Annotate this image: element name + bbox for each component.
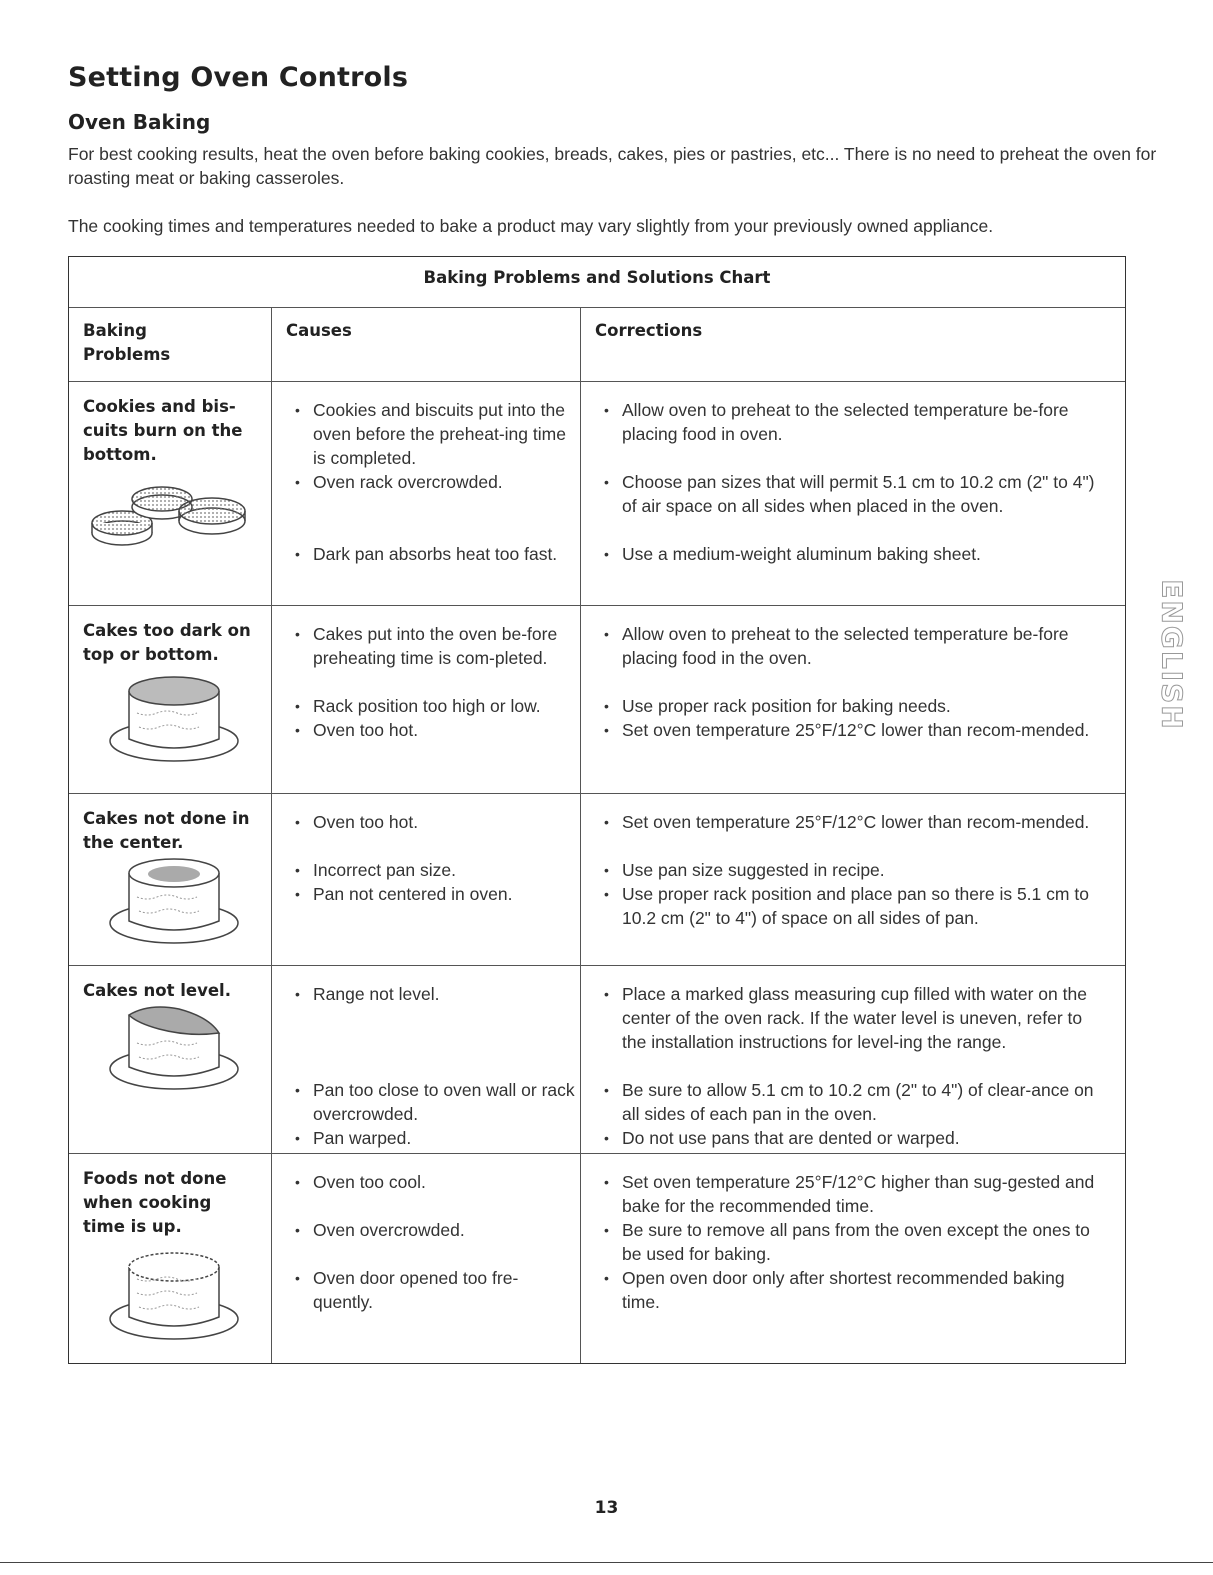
chart-divider: [69, 307, 1125, 308]
problem-label: Cookies and bis- cuits burn on the bottom.: [83, 397, 243, 464]
baking-problems-chart: [68, 256, 1126, 1364]
correction-item: • Use a medium-weight aluminum baking sheet.: [595, 542, 1095, 566]
correction-item: • Open oven door only after shortest recommended baking time.: [595, 1266, 1095, 1314]
cause-item: • Incorrect pan size.: [286, 858, 576, 882]
column-header-problems: Baking Problems: [83, 321, 171, 364]
correction-item: • Allow oven to preheat to the selected temperature be-fore placing food in the oven.: [595, 622, 1095, 670]
table-row: [69, 1153, 1125, 1363]
footer-rule: [0, 1562, 1213, 1563]
cause-item: • Oven door opened too fre-quently.: [286, 1266, 576, 1314]
language-side-tab: [1150, 579, 1194, 731]
correction-item: • Use pan size suggested in recipe.: [595, 858, 1095, 882]
section-title: Oven Baking: [68, 110, 211, 134]
correction-item: • Allow oven to preheat to the selected temperature be-fore placing food in oven.: [595, 398, 1095, 446]
cause-item: • Pan not centered in oven.: [286, 882, 576, 906]
problem-label: Cakes too dark on top or bottom.: [83, 621, 251, 664]
cause-item: • Cakes put into the oven be-fore preheating time is com-pleted.: [286, 622, 576, 670]
column-header-corrections: Corrections: [595, 321, 703, 340]
cake-dark-top-icon: [109, 673, 249, 769]
correction-item: • Do not use pans that are dented or warped.: [595, 1126, 1095, 1150]
correction-item: • Choose pan sizes that will permit 5.1 cm to 10.2 cm (2" to 4") of air space on all sides when placed in the oven.: [595, 470, 1095, 518]
intro-paragraph-preheat: For best cooking results, heat the oven before baking cookies, breads, cakes, pies or pastries, etc... There is no need to preheat the oven for roasting meat or baking casseroles.: [68, 144, 1157, 188]
problem-label: Cakes not done in the center.: [83, 809, 250, 852]
correction-item: • Use proper rack position for baking needs.: [595, 694, 1095, 718]
cause-item: • Rack position too high or low.: [286, 694, 576, 718]
cake-undercooked-icon: [109, 1249, 249, 1345]
correction-item: • Set oven temperature 25°F/12°C lower than recom-mended.: [595, 810, 1095, 834]
page-title: Setting Oven Controls: [68, 62, 409, 93]
correction-item: • Be sure to remove all pans from the oven except the ones to be used for baking.: [595, 1218, 1095, 1266]
chart-title: Baking Problems and Solutions Chart: [423, 268, 771, 287]
column-header-causes: Causes: [286, 321, 352, 340]
cause-item: • Pan too close to oven wall or rack overcrowded.: [286, 1078, 576, 1126]
cause-item: • Oven overcrowded.: [286, 1218, 576, 1242]
problem-label: Cakes not level.: [83, 981, 231, 1000]
cause-item: • Pan warped.: [286, 1126, 576, 1150]
correction-item: • Set oven temperature 25°F/12°C higher than sug-gested and bake for the recommended time.: [595, 1170, 1095, 1218]
table-row: [69, 965, 1125, 1153]
correction-item: • Be sure to allow 5.1 cm to 10.2 cm (2" to 4") of clear-ance on all sides of each pan in the oven.: [595, 1078, 1095, 1126]
correction-item: • Set oven temperature 25°F/12°C lower than recom-mended.: [595, 718, 1095, 742]
cause-item: • Range not level.: [286, 982, 576, 1006]
cake-undone-center-icon: [109, 853, 249, 949]
cause-item: • Cookies and biscuits put into the oven before the preheat-ing time is completed.: [286, 398, 576, 470]
correction-item: • Place a marked glass measuring cup filled with water on the center of the oven rack. If the water level is uneven, refer to the installation instructions for level-ing the range.: [595, 982, 1095, 1054]
problem-label: Foods not done when cooking time is up.: [83, 1169, 227, 1236]
cause-item: • Oven too hot.: [286, 718, 576, 742]
cause-item: • Oven rack overcrowded.: [286, 470, 576, 494]
table-row: [69, 381, 1125, 605]
page-number: 13: [594, 1498, 619, 1518]
correction-item: • Use proper rack position and place pan so there is 5.1 cm to 10.2 cm (2" to 4") of space on all sides of pan.: [595, 882, 1095, 930]
table-row: [69, 793, 1125, 965]
cookies-icon: [87, 479, 257, 559]
cake-uneven-icon: [109, 1003, 249, 1095]
cause-item: • Oven too hot.: [286, 810, 576, 834]
intro-paragraph-times: The cooking times and temperatures needed to bake a product may vary slightly from your previously owned appliance.: [68, 216, 994, 236]
cause-item: • Dark pan absorbs heat too fast.: [286, 542, 576, 566]
table-row: [69, 605, 1125, 793]
cause-item: • Oven too cool.: [286, 1170, 576, 1194]
language-label: ENGLISH: [1155, 579, 1189, 731]
